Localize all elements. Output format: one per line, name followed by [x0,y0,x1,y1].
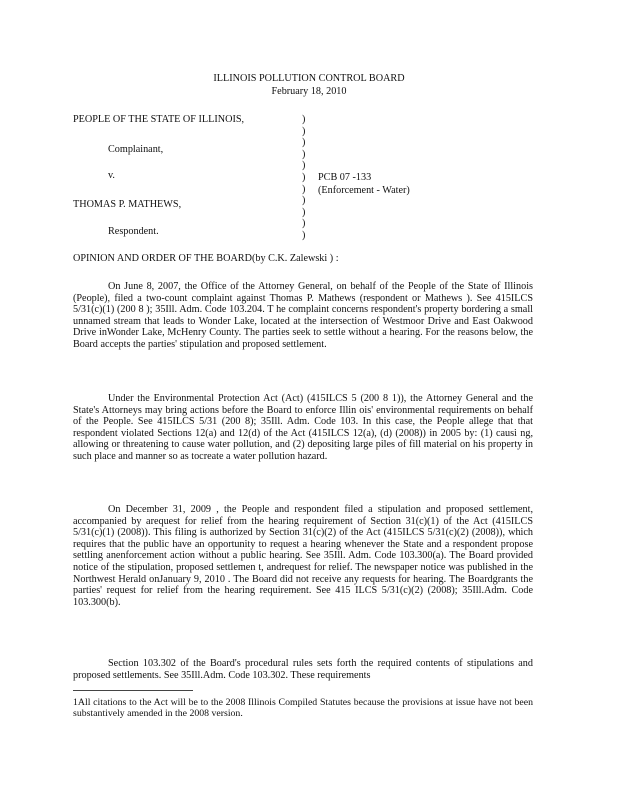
case-type: (Enforcement - Water) [318,185,410,196]
paren: ) [302,137,306,149]
paragraph-3 [73,504,533,608]
paren: ) [302,206,306,218]
board-name: ILLINOIS POLLUTION CONTROL BOARD [213,73,405,84]
opinion-heading: OPINION AND ORDER OF THE BOARD(by C.K. Zalewski ) : [73,253,339,264]
paragraph-text: Section 103.302 of the Board's procedural rules sets forth the required contents of stipulations and proposed settlements. See 35Ill.Adm. Code 103.302. These requirements [73,658,533,681]
paragraph-text: On December 31, 2009 , the People and respondent filed a stipulation and proposed settlement, accompanied by arequest for relief from the hearing requirement of Section 31(c)(1) of the Act (415ILCS 5/31(c)(1) (2008)). This filing is authorized by Section 31(c)(2) of the Act (415ILCS 5/31(c)(2) (2008)), which requires that the public have an opportunity to request a hearing whenever the State and a respondent propose settling anenforcement action without a public hearing. See 35Ill. Adm. Code 103.300(a). The Board provided notice of the stipulation, proposed settlemen t, andrequest for relief. The newspaper notice was published in the Northwest Herald onJanuary 9, 2010 . The Board did not receive any requests for hearing. The Boardgrants the parties' request for relief from the hearing requirement. See 415 ILCS 5/31(c)(2) (2008); 35Ill.Adm. Code 103.300(b). [73,504,533,608]
footnote-divider [73,690,193,691]
paren: ) [302,183,306,195]
plaintiff-name: PEOPLE OF THE STATE OF ILLINOIS, [73,114,245,125]
paren: ) [302,125,306,137]
paragraph-2 [73,393,533,463]
footnote-1: 1All citations to the Act will be to the 2008 Illinois Compiled Statutes because the provisions at issue have not been substantively amended in the 2008 version. [73,697,533,720]
respondent-label: Respondent. [108,226,159,237]
document-date: February 18, 2010 [271,86,347,97]
case-number: PCB 07 -133 [318,172,372,183]
caption-parentheses [302,114,312,242]
paren: ) [302,171,306,183]
defendant-name: THOMAS P. MATHEWS, [73,199,182,210]
paren: ) [302,160,306,172]
paragraph-1 [73,281,533,351]
paren: ) [302,218,306,230]
complainant-label: Complainant, [108,144,164,155]
paren: ) [302,114,306,125]
paragraph-text: On June 8, 2007, the Office of the Attorney General, on behalf of the People of the State of Illinois (People), filed a two-count complaint against Thomas P. Mathews (respondent or Mathews ). See 415ILCS 5/31(c)(1) (200 8 ); 35Ill. Adm. Code 103.204. T he complaint concerns respondent's property bordering a small unnamed stream that leads to Wonder Lake, located at the intersection of Westmoor Drive and East Oakwood Drive inWonder Lake, McHenry County. The parties seek to settle without a hearing. For the reasons below, the Board accepts the parties' stipulation and proposed settlement. [73,281,533,350]
paren: ) [302,148,306,160]
paren: ) [302,195,306,207]
paragraph-4 [73,658,533,681]
paragraph-text: Under the Environmental Protection Act (Act) (415ILCS 5 (200 8 1)), the Attorney General and the State's Attorneys may bring actions before the Board to enforce Illin ois' environmental requirements on behalf of the People. See 415ILCS 5/31 (200 8); 35Ill. Adm. Code 103. In this case, the People allege that that respondent violated Sections 12(a) and 12(d) of the Act (415ILCS 12(a), (d) (2008)) in 2005 by: (1) causi ng, allowing or threatening to cause water pollution, and (2) depositing large piles of fill material on his property in such place and manner so as tocreate a water pollution hazard. [73,393,533,462]
paren: ) [302,229,306,241]
versus-label: v. [108,170,115,181]
